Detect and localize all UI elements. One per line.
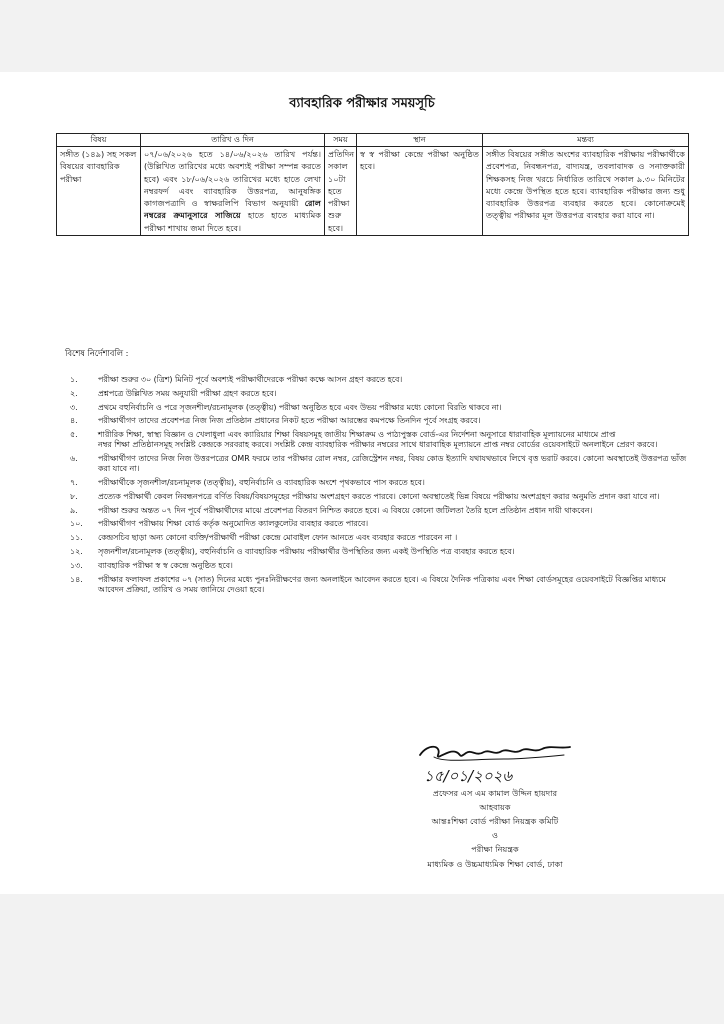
page-title: ব্যাবহারিক পরীক্ষার সময়সূচি — [289, 96, 435, 111]
list-item — [66, 389, 692, 399]
item-number: ১৩. — [70, 560, 83, 570]
signatory-board: মাধ্যমিক ও উচ্চমাধ্যমিক শিক্ষা বোর্ড, ঢাকা — [427, 858, 563, 869]
item-text: পরীক্ষা শুরুর অন্তত ০৭ দিন পূর্বে পরীক্ষার্থীদের মাঝে প্রবেশপত্র বিতরণ নিশ্চিত করতে হবে। এ বিষয়ে কোনো জটিলতা তৈরি হলে প্রতিষ্ঠান প্রধান দায়ী থাকবেন। — [98, 505, 593, 515]
table-row — [57, 147, 689, 236]
item-text: সৃজনশীল/রচনামূলক (তত্ত্বীয়), বহুনির্বাচনি ও ব্যাবহারিক পরীক্ষায় পরীক্ষার্থীর উপস্থিতির জন্য একই উপস্থিতি পত্র ব্যবহার করতে হবে। — [98, 546, 515, 556]
list-item — [66, 575, 692, 595]
table-header-row — [57, 134, 689, 147]
item-text: পরীক্ষার ফলাফল প্রকাশের ০৭ (সাত) দিনের মধ্যে পুনঃনিরীক্ষণের জন্য অনলাইনে আবেদন করতে হবে। এ বিষয়ে দৈনিক পত্রিকায় এবং শিক্ষা বোর্ডসমূহের ওয়েবসাইটে বিজ্ঞপ্তির মাধ্যমে আবেদন প্রক্রিয়া, তারিখ ও সময় জানিয়ে দেওয়া হবে। — [98, 574, 666, 594]
date-text-2: হাতে হাতে মাধ্যমিক পরীক্ষা শাখায় জমা দিতে হবে। — [144, 210, 321, 233]
cell-note: সঙ্গীত বিষয়ের সঙ্গীত অংশের ব্যাবহারিক পরীক্ষায় পরীক্ষার্থীকে প্রবেশপত্র, নিবন্ধনপত্র, বাদ্যযন্ত্র, তবলাবাদক ও সনাক্তকারী শিক্ষকসহ নিজ খরচে নির্ধারিত তারিখে সকাল ৯.৩০ মিনিটের মধ্যে কেন্দ্রে উপস্থিত হতে হবে। ব্যাবহারিক পরীক্ষার জন্য শুধু ব্যাবহারিক উত্তরপত্র ব্যবহার করতে হবে। কোনোক্রমেই তত্ত্বীয় পরীক্ষার মূল উত্তরপত্র ব্যবহার করা যাবে না। — [483, 147, 689, 236]
list-item — [66, 519, 692, 529]
item-number: ৫. — [70, 430, 78, 440]
header-note: মন্তব্য — [483, 134, 689, 147]
item-number: ১০. — [70, 519, 83, 529]
item-text: পরীক্ষার্থীগণ পরীক্ষায় শিক্ষা বোর্ড কর্তৃক অনুমোদিত ক্যালকুলেটর ব্যবহার করতে পারবে। — [98, 519, 369, 529]
item-text — [98, 430, 692, 450]
list-item — [66, 375, 692, 385]
item-number: ৪. — [70, 416, 78, 426]
header-time: সময় — [325, 134, 357, 147]
item-text: পরীক্ষা শুরুর ৩০ (ত্রিশ) মিনিট পূর্বে অবশ্যই পরীক্ষার্থীদেরকে পরীক্ষা কক্ষে আসন গ্রহণ করতে হবে। — [98, 375, 403, 384]
item-number: ৭. — [70, 478, 78, 487]
date-text-1: ০৭/০৬/২০২৬ হতে ১৪/০৬/২০২৬ তারিখ পর্যন্ত। (উল্লিখিত তারিখের মধ্যে অবশ্যই পরীক্ষা সম্পন্ন করতে হবে) এবং ১৮/০৬/২০২৬ তারিখের মধ্যে হাতে লেখা নম্বরফর্দ এবং ব্যাবহারিক উত্তরপত্র, আনুষঙ্গিক কাগজপত্রাদি ও স্বাক্ষরলিপি বিভাগ অনুযায়ী — [144, 149, 321, 209]
cell-subject: সঙ্গীত (১৪৯) সহ সকল বিষয়ের ব্যাবহারিক পরীক্ষা — [57, 147, 141, 236]
item-number: ১৪. — [70, 574, 83, 584]
list-item — [66, 454, 692, 474]
signatory-title: পরীক্ষা নিয়ন্ত্রক — [471, 844, 519, 855]
item-text: প্রথমে বহুনির্বাচনি ও পরে সৃজনশীল/রচনামূলক (তত্ত্বীয়) পরীক্ষা অনুষ্ঠিত হবে এবং উভয় পরীক্ষার মধ্যে কোনো বিরতি থাকবে না। — [98, 402, 502, 412]
item-text: ব্যাবহারিক পরীক্ষা স্ব স্ব কেন্দ্রে অনুষ্ঠিত হবে। — [98, 560, 233, 570]
item-text: পরীক্ষার্থীগণ তাদের প্রবেশপত্র নিজ নিজ প্রতিষ্ঠান প্রধানের নিকট হতে পরীক্ষা আরম্ভের কমপক্ষে তিনদিন পূর্বে সংগ্রহ করবে। — [98, 416, 481, 426]
header-subject: বিষয় — [57, 134, 141, 147]
list-item — [66, 403, 692, 413]
list-item — [66, 506, 692, 516]
list-item — [66, 547, 692, 557]
item-text: পরীক্ষার্থীকে সৃজনশীল/রচনামূলক (তত্ত্বীয়), বহুনির্বাচনি ও ব্যাবহারিক অংশে পৃথকভাবে পাস করতে হবে। — [98, 478, 425, 487]
schedule-table — [56, 133, 689, 236]
header-date: তারিখ ও দিন — [141, 134, 325, 147]
list-item — [66, 533, 692, 543]
signatory-role: আহবায়ক — [479, 802, 511, 813]
signature-date: ১৫/০১/২০২৬ — [424, 767, 513, 785]
item-text: কেন্দ্রসচিব ছাড়া অন্য কোনো ব্যক্তি/পরীক্ষার্থী পরীক্ষা কেন্দ্রে মোবাইল ফোন আনতে এবং ব্যবহার করতে পারবেন না । — [98, 533, 458, 543]
item-text: প্রশ্নপত্রে উল্লিখিত সময় অনুযায়ী পরীক্ষা গ্রহণ করতে হবে। — [98, 388, 277, 398]
list-item — [66, 561, 692, 571]
special-instructions-heading: বিশেষ নির্দেশাবলি : — [65, 348, 129, 358]
date-text-bold: রোল নম্বরের ক্রমানুসারে সাজিয়ে — [144, 198, 321, 221]
handwritten-signature — [414, 737, 574, 793]
item-number: ১২. — [70, 546, 83, 556]
signatory-committee: আন্তঃশিক্ষা বোর্ড পরীক্ষা নিয়ন্ত্রক কমিটি — [431, 816, 559, 827]
item-text: পরীক্ষার্থীগণ তাদের নিজ নিজ উত্তরপত্রের OMR ফরমে তার পরীক্ষার রোল নম্বর, রেজিস্ট্রেশন নম্বর, বিষয় কোড ইত্যাদি যথাযথভাবে লিখে বৃত্ত ভরাট করবে। কোনো অবস্থাতেই উত্তরপত্র ভাঁজ করা যাবে না। — [98, 454, 687, 474]
cell-date — [141, 147, 325, 236]
header-place: স্থান — [357, 134, 483, 147]
item-text-line2: নম্বর শিক্ষা প্রতিষ্ঠানসমূহ সংশ্লিষ্ট কেন্দ্রকে সরবরাহ করবে। সংশ্লিষ্ট কেন্দ্র ব্যাবহারিক পরীক্ষার নম্বরের সাথে ধারাবাহিক মূল্যায়নে প্রাপ্ত নম্বর বোর্ডের ওয়েবসাইটে অনলাইনে প্রেরণ করবে। — [98, 440, 658, 450]
cell-place: স্ব স্ব পরীক্ষা কেন্দ্রে পরীক্ষা অনুষ্ঠিত হবে। — [357, 147, 483, 236]
signatory-and: ও — [491, 830, 499, 841]
item-number: ১১. — [70, 533, 83, 543]
item-number: ১. — [70, 375, 78, 384]
item-number: ৬. — [70, 454, 78, 464]
item-number: ৩. — [70, 402, 78, 412]
item-text: প্রত্যেক পরীক্ষার্থী কেবল নিবন্ধনপত্রে বর্ণিত বিষয়/বিষয়সমূহের পরীক্ষায় অংশগ্রহণ করতে পারবে। কোনো অবস্থাতেই ভিন্ন বিষয়ে পরীক্ষায় অংশগ্রহণ করার অনুমতি প্রদান করা যাবে না। — [98, 491, 660, 501]
notice-page — [0, 72, 724, 894]
item-text-line1: শারীরিক শিক্ষা, স্বাস্থ্য বিজ্ঞান ও খেলাধুলা এবং ক্যারিয়ার শিক্ষা বিষয়সমূহ জাতীয় শিক্ষাক্রম ও পাঠ্যপুস্তক বোর্ড-এর নির্দেশনা অনুসারে ধারাবাহিক মূল্যায়নের মাধ্যমে প্রাপ্ত — [98, 430, 616, 440]
signatory-block — [370, 786, 620, 871]
cell-time: প্রতিদিন সকাল ১০টা হতে পরীক্ষা শুরু হবে। — [325, 147, 357, 236]
item-number: ২. — [70, 388, 78, 398]
item-number: ৯. — [70, 505, 78, 515]
list-item — [66, 492, 692, 502]
item-number: ৮. — [70, 491, 78, 501]
signatory-name: প্রফেসর এস এম কামাল উদ্দিন হায়দার — [432, 788, 558, 798]
instructions-list — [66, 375, 692, 598]
list-item — [66, 430, 692, 450]
list-item — [66, 416, 692, 426]
list-item — [66, 478, 692, 488]
